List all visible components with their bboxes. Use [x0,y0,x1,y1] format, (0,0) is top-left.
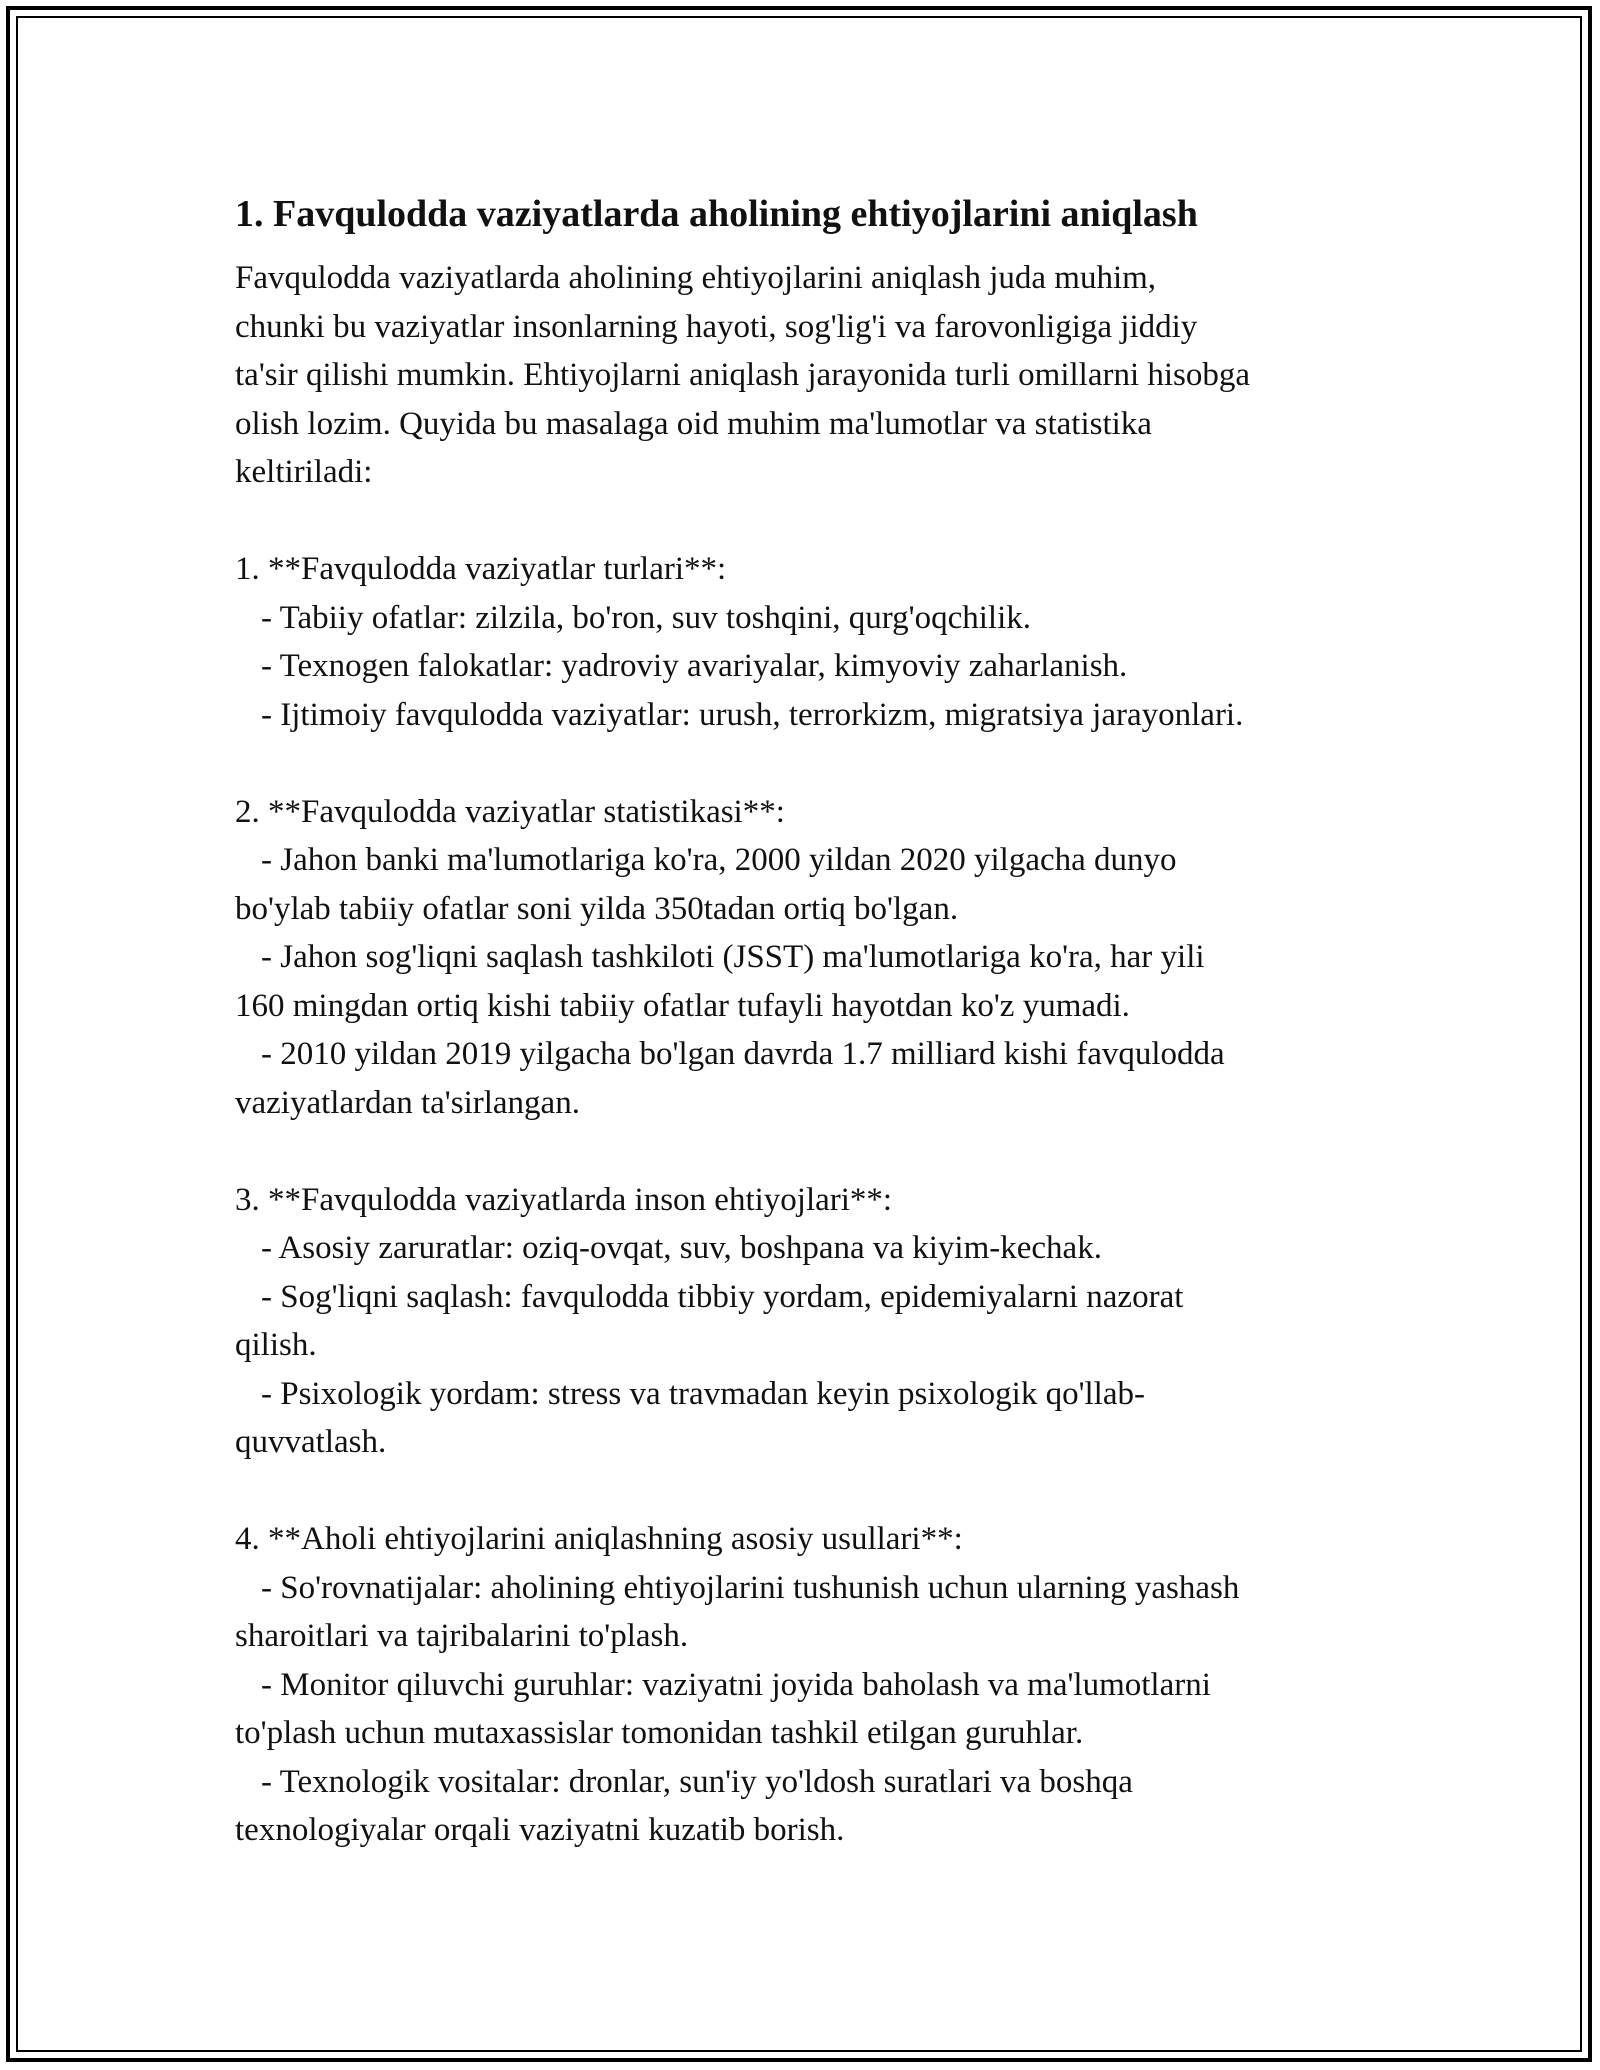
bullet-line: - Tabiiy ofatlar: zilzila, bo'ron, suv toshqini, qurg'oqchilik. [261,599,1031,636]
intro-line: keltiriladi: [235,454,373,490]
section-heading: 4. **Aholi ehtiyojlarini aniqlashning asosiy usullari**: [235,1521,963,1557]
continuation-line: texnologiyalar orqali vaziyatni kuzatib borish. [235,1812,845,1848]
section-heading: 2. **Favqulodda vaziyatlar statistikasi**: [235,793,785,830]
bullet-line: - Ijtimoiy favqulodda vaziyatlar: urush, terrorkizm, migratsiya jarayonlari. [261,696,1244,733]
section-heading: 1. **Favqulodda vaziyatlar turlari**: [235,551,727,587]
document-title: 1. Favqulodda vaziyatlarda aholining ehtiyojlarini aniqlash [235,193,1198,235]
bullet-line: - So'rovnatijalar: aholining ehtiyojlarini tushunish uchun ularning yashash [261,1569,1240,1606]
bullet-line: - Jahon sog'liqni saqlash tashkiloti (JSST) ma'lumotlariga ko'ra, har yili [261,939,1205,975]
section-heading: 3. **Favqulodda vaziyatlarda inson ehtiyojlari**: [235,1181,893,1218]
bullet-line: - Sog'liqni saqlash: favqulodda tibbiy yordam, epidemiyalarni nazorat [261,1278,1184,1315]
intro-line: chunki bu vaziyatlar insonlarning hayoti, sog'lig'i va farovonligiga jiddiy [235,308,1198,345]
document-content [235,188,1385,1855]
blank-line [235,1467,1385,1516]
blank-line [235,497,1385,546]
bullet-line: - 2010 yildan 2019 yilgacha bo'lgan davrda 1.7 milliard kishi favqulodda [261,1036,1225,1072]
continuation-line: vaziyatlardan ta'sirlangan. [235,1084,580,1121]
continuation-line: to'plash uchun mutaxassislar tomonidan tashkil etilgan guruhlar. [235,1715,1084,1751]
continuation-line: sharoitlari va tajribalarini to'plash. [235,1618,689,1654]
continuation-line: qilish. [235,1327,317,1363]
document-body [235,254,1385,1855]
bullet-line: - Texnologik vositalar: dronlar, sun'iy yo'ldosh suratlari va boshqa [261,1763,1133,1800]
blank-line [235,1127,1385,1176]
bullet-line: - Texnogen falokatlar: yadroviy avariyalar, kimyoviy zaharlanish. [261,648,1128,684]
continuation-line: bo'ylab tabiiy ofatlar soni yilda 350tadan ortiq bo'lgan. [235,890,959,927]
bullet-line: - Asosiy zaruratlar: oziq-ovqat, suv, boshpana va kiyim-kechak. [261,1230,1102,1266]
bullet-line: - Psixologik yordam: stress va travmadan keyin psixologik qo'llab- [261,1375,1145,1412]
continuation-line: quvvatlash. [235,1424,387,1460]
continuation-line: 160 mingdan ortiq kishi tabiiy ofatlar tufayli hayotdan ko'z yumadi. [235,987,1130,1024]
blank-line [235,739,1385,788]
bullet-line: - Monitor qiluvchi guruhlar: vaziyatni joyida baholash va ma'lumotlarni [261,1666,1211,1703]
intro-line: ta'sir qilishi mumkin. Ehtiyojlarni aniqlash jarayonida turli omillarni hisobga [235,357,1251,393]
intro-line: Favqulodda vaziyatlarda aholining ehtiyojlarini aniqlash juda muhim, [235,260,1157,296]
intro-line: olish lozim. Quyida bu masalaga oid muhim ma'lumotlar va statistika [235,405,1152,442]
bullet-line: - Jahon banki ma'lumotlariga ko'ra, 2000 yildan 2020 yilgacha dunyo [261,842,1177,878]
